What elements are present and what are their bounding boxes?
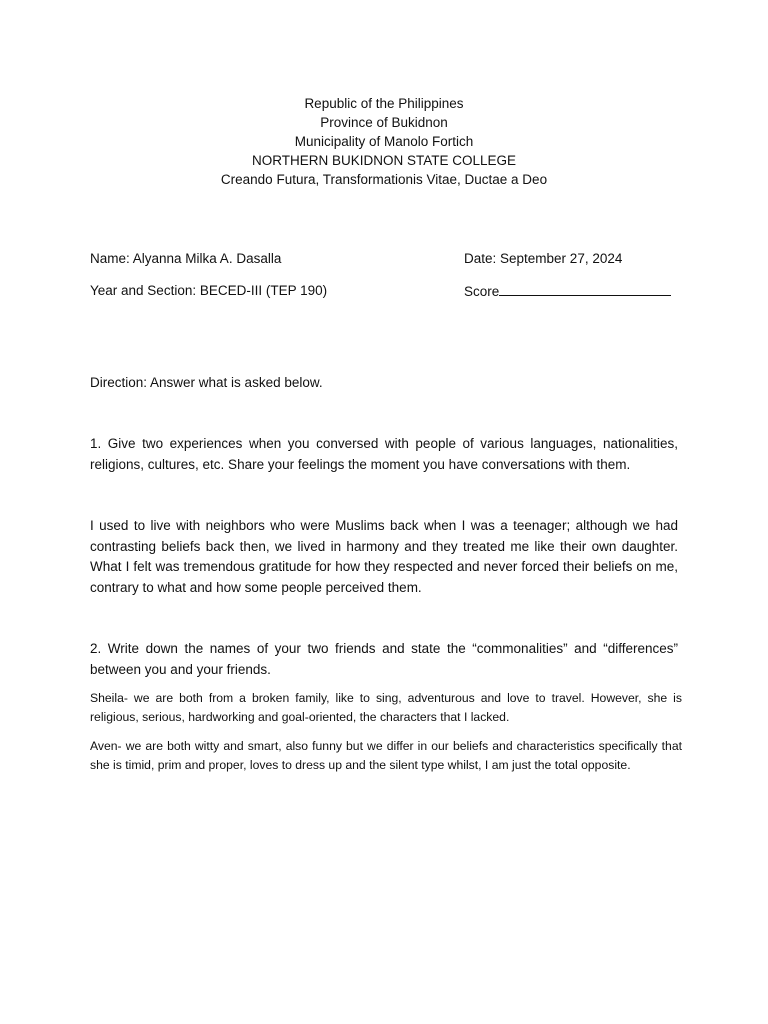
document-header (0, 94, 768, 189)
header-line-municipality: Municipality of Manolo Fortich (294, 134, 474, 149)
year-section: Year and Section: BECED-III (TEP 190) (90, 283, 328, 298)
info-row-name-date (90, 250, 690, 268)
info-row-section-score (90, 282, 690, 300)
header-line-province: Province of Bukidnon (320, 115, 448, 130)
header-line-college: NORTHERN BUKIDNON STATE COLLEGE (251, 153, 517, 168)
question-2: 2. Write down the names of your two friends and state the “commonalities” and “differences” between you and your friends. (90, 641, 678, 677)
header-line-motto: Creando Futura, Transformationis Vitae, Ductae a Deo (220, 172, 548, 187)
student-name: Name: Alyanna Milka A. Dasalla (90, 251, 282, 266)
answer-1: I used to live with neighbors who were Muslims back when I was a teenager; although we had contrasting beliefs back then, we lived in harmony and they treated me like their own daughter. What I felt was tremendous gratitude for how they respected and never forced their beliefs on me, contrary to what and how some people perceived them. (90, 518, 678, 595)
header-line-republic: Republic of the Philippines (304, 96, 464, 111)
answer-2-sheila: Sheila- we are both from a broken family, like to sing, adventurous and love to travel. However, she is religious, serious, hardworking and goal-oriented, the characters that I lacked. (90, 691, 682, 724)
question-1: 1. Give two experiences when you conversed with people of various languages, nationalities, religions, cultures, etc. Share your feelings the moment you have conversations with them. (90, 436, 678, 472)
score-label: Score (464, 284, 500, 299)
answer-2-aven: Aven- we are both witty and smart, also funny but we differ in our beliefs and characteristics specifically that she is timid, prim and proper, loves to dress up and the silent type whilst, I am just the total opposite. (90, 739, 682, 772)
score-field (464, 282, 671, 301)
direction-text: Direction: Answer what is asked below. (90, 375, 323, 390)
score-blank-line (499, 282, 671, 296)
submission-date: Date: September 27, 2024 (464, 251, 623, 266)
